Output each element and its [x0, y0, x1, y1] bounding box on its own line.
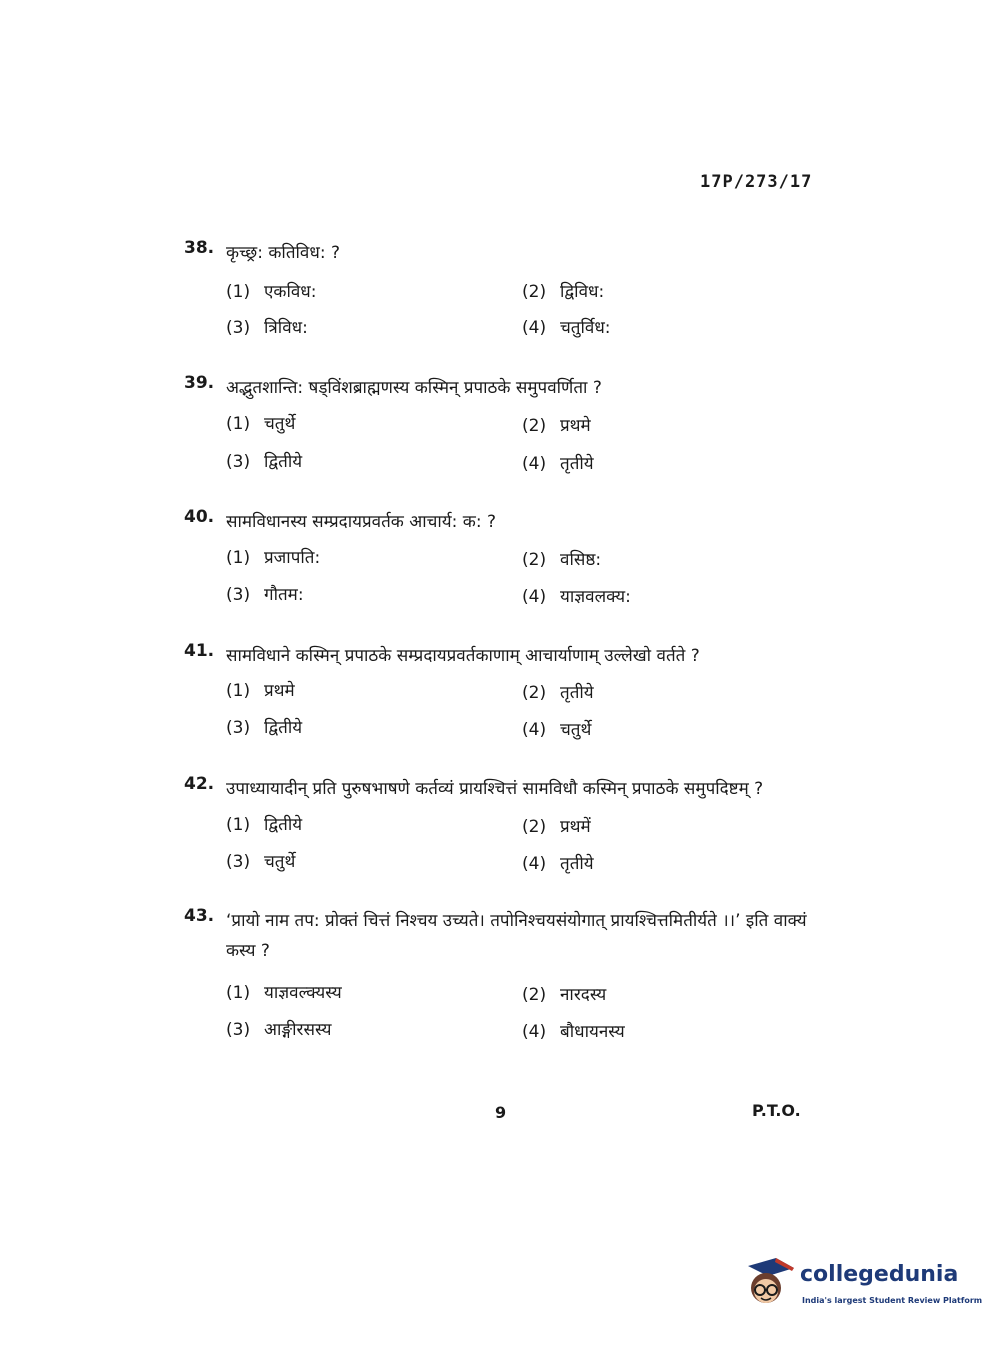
option-1: (1) याज्ञवल्क्यस्य: [226, 983, 342, 1003]
question-number: 39.: [184, 373, 215, 393]
option-3: (3) त्रिविध:: [226, 318, 308, 338]
brand-tagline: India's largest Student Review Platform: [802, 1296, 983, 1305]
option-4: (4) तृतीये: [522, 854, 594, 874]
option-2: (2) तृतीये: [522, 683, 594, 703]
option-4: (4) याज्ञवलक्य:: [522, 587, 631, 607]
mascot-logo-icon: [742, 1252, 798, 1312]
option-1: (1) प्रजापति:: [226, 548, 321, 568]
question-text: सामविधानस्य सम्प्रदायप्रवर्तक आचार्य: क: ?: [226, 512, 497, 532]
question-text: उपाध्यायादीन् प्रति पुरुषभाषणे कर्तव्यं प्रायश्चित्तं सामविधौ कस्मिन् प्रपाठके समुपदिष्टम् ?: [226, 779, 764, 799]
collegedunia-watermark: [742, 1252, 983, 1312]
question-text: सामविधाने कस्मिन् प्रपाठके सम्प्रदायप्रवर्तकाणाम् आचार्याणाम् उल्लेखो वर्तते ?: [226, 646, 700, 666]
option-3: (3) आङ्गीरसस्य: [226, 1020, 332, 1040]
option-1: (1) प्रथमे: [226, 681, 295, 701]
option-4: (4) तृतीये: [522, 454, 594, 474]
option-4: (4) चतुर्थे: [522, 720, 592, 740]
question-text: कृच्छ्र: कतिविध: ?: [226, 243, 340, 263]
option-2: (2) प्रथमे: [522, 416, 591, 436]
question-number: 41.: [184, 641, 215, 661]
option-3: (3) चतुर्थे: [226, 852, 296, 872]
option-4: (4) बौधायनस्य: [522, 1022, 625, 1042]
option-2: (2) वसिष्ठ:: [522, 550, 602, 570]
option-2: (2) नारदस्य: [522, 985, 607, 1005]
question-number: 42.: [184, 774, 215, 794]
question-number: 40.: [184, 507, 215, 527]
option-2: (2) द्विविध:: [522, 282, 605, 302]
question-text: अद्भुतशान्ति: षड्विंशब्राह्मणस्य कस्मिन् प्रपाठके समुपवर्णिता ?: [226, 378, 602, 398]
brand-name: collegedunia: [800, 1262, 959, 1287]
question-number: 38.: [184, 238, 215, 258]
option-4: (4) चतुर्विध:: [522, 318, 611, 338]
question-text: ‘प्रायो नाम तप: प्रोक्तं चित्तं निश्चय उच्यते। तपोनिश्चयसंयोगात् प्रायश्चित्तमितीर्यते ।।’ इति वाक्यं कस्य ?: [226, 911, 807, 961]
option-1: (1) चतुर्थे: [226, 414, 296, 434]
option-2: (2) प्रथमें: [522, 817, 591, 837]
pto-label: P.T.O.: [752, 1101, 801, 1120]
option-3: (3) द्वितीये: [226, 452, 303, 472]
question-number: 43.: [184, 906, 215, 926]
option-3: (3) गौतम:: [226, 585, 304, 605]
page-number: 9: [495, 1103, 507, 1122]
option-3: (3) द्वितीये: [226, 718, 303, 738]
option-1: (1) द्वितीये: [226, 815, 303, 835]
option-1: (1) एकविध:: [226, 282, 317, 302]
paper-code: 17P/273/17: [700, 172, 813, 192]
